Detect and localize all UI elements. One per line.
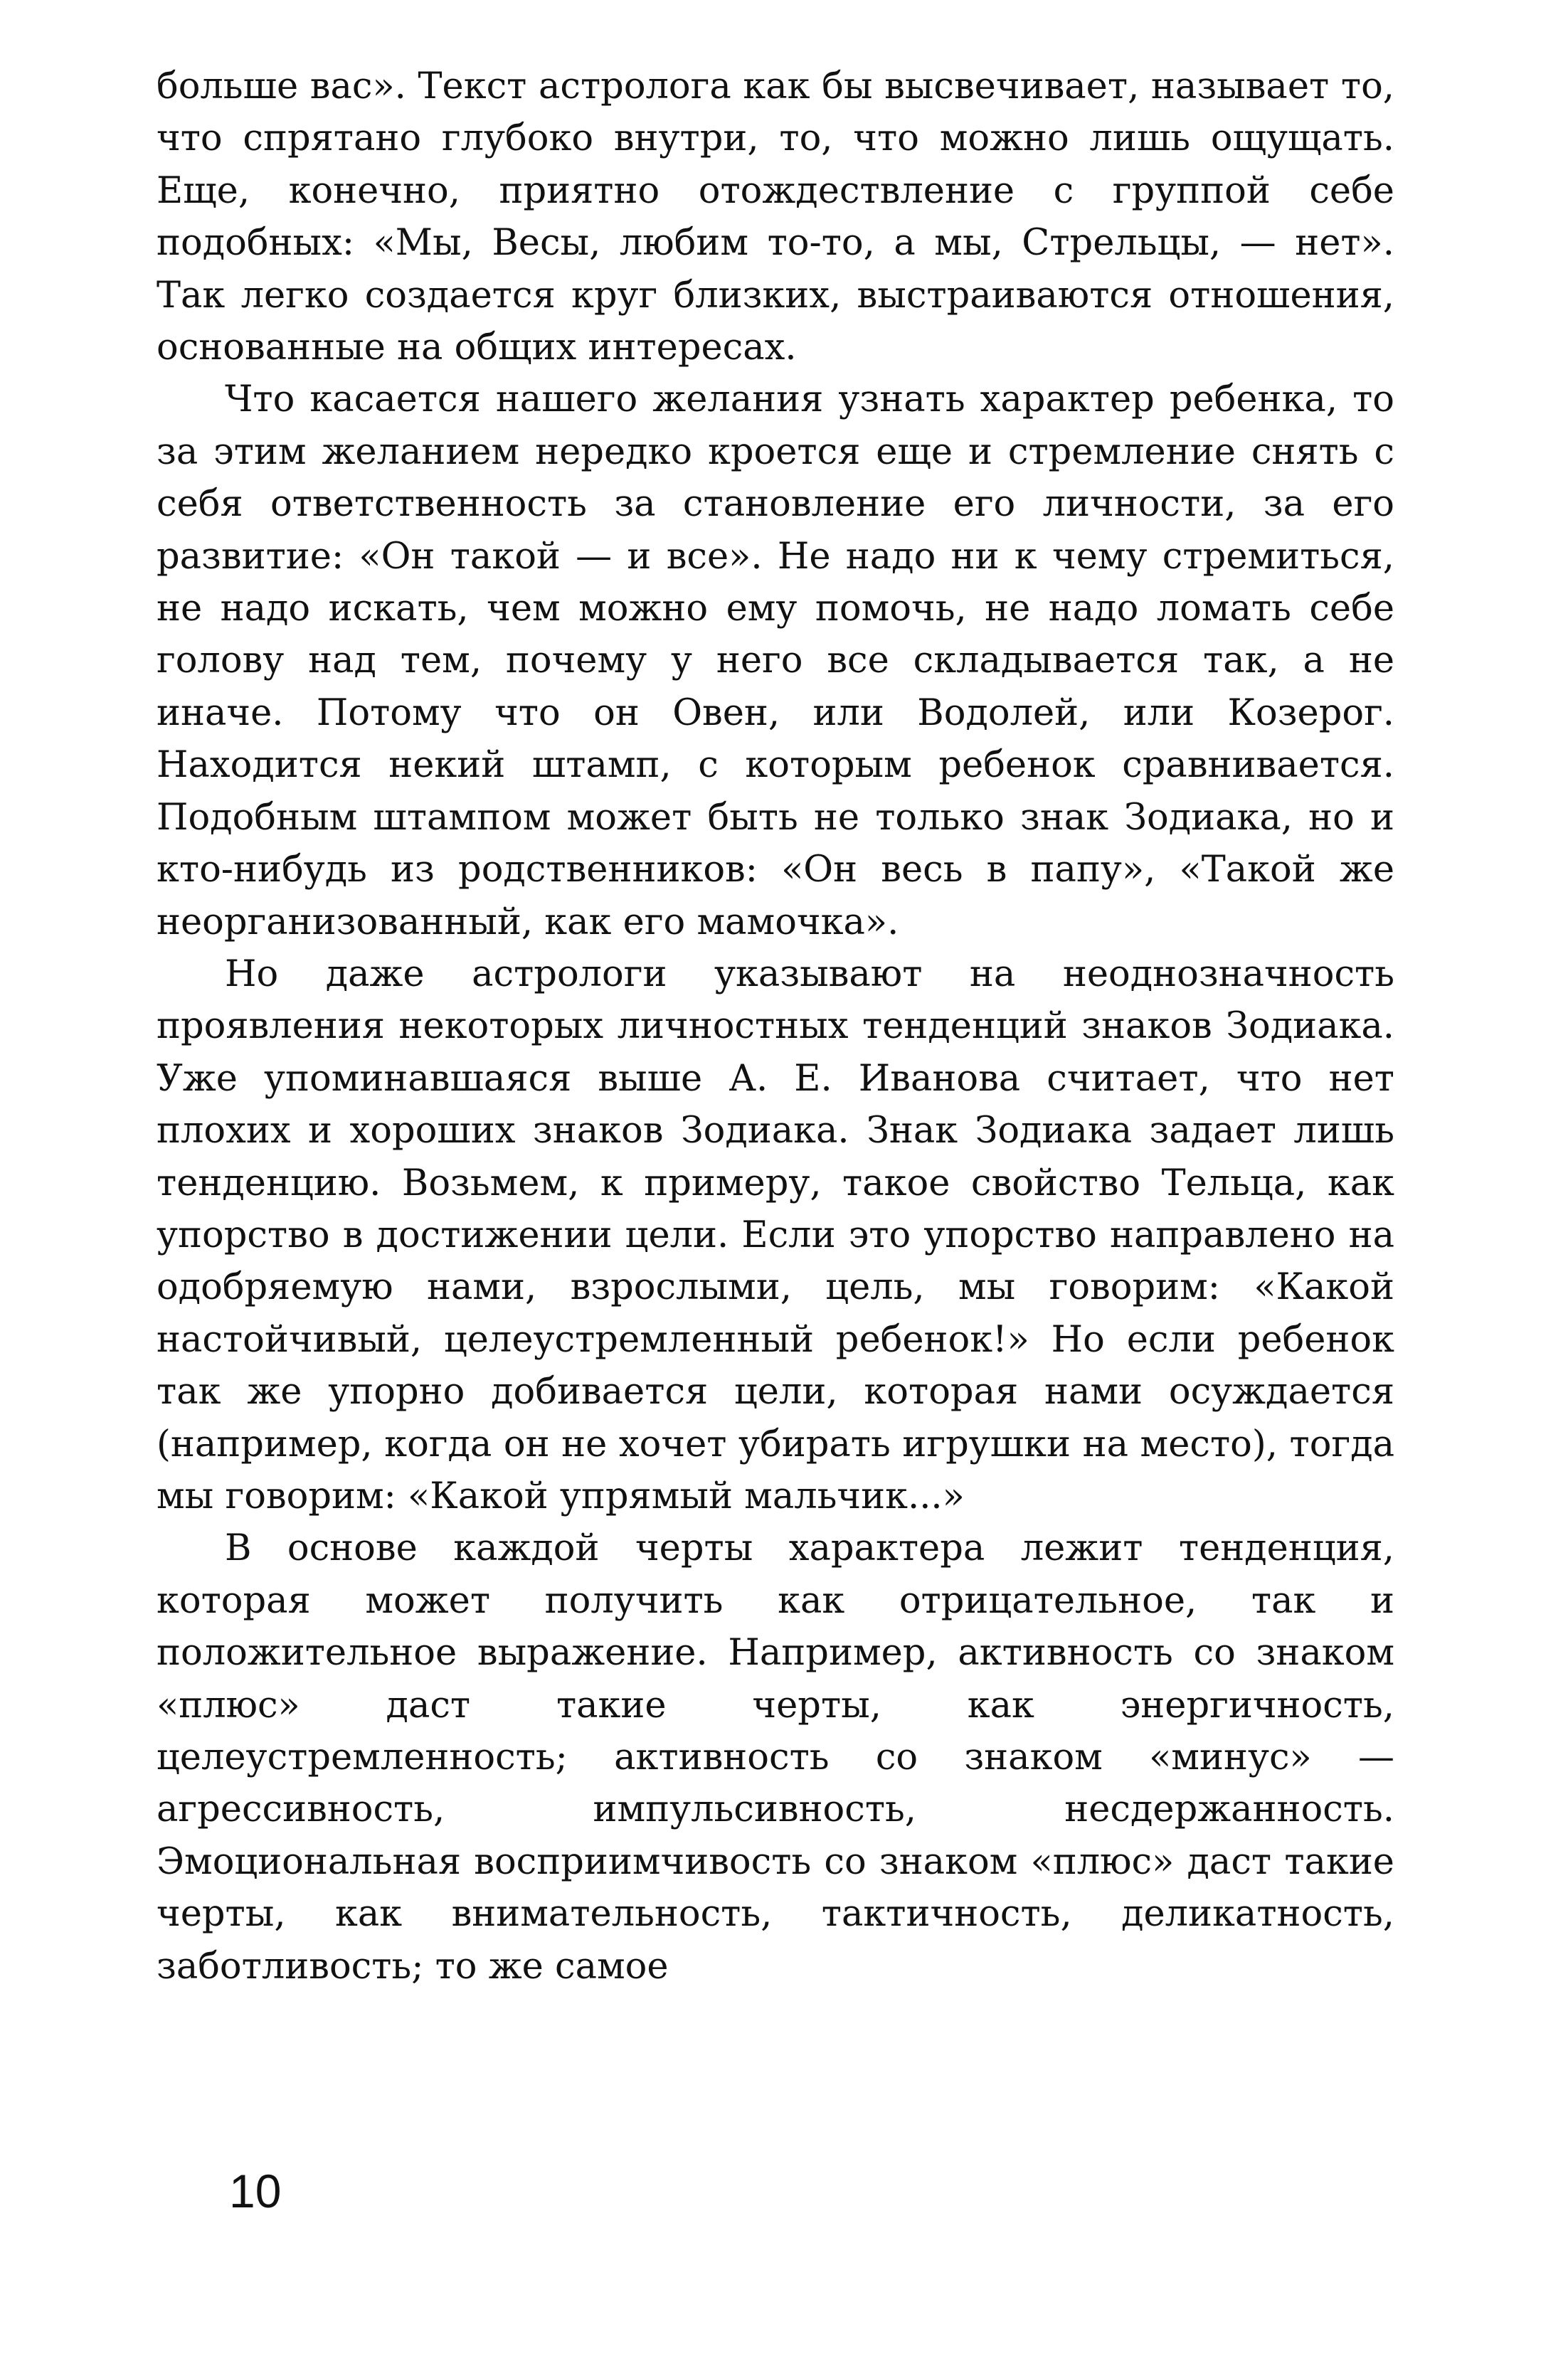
paragraph-2: Что касается нашего желания узнать характер ребенка, то за этим желанием нередко кроется еще и стремление снять с себя ответственность за становление его личности, за его развитие: «Он такой — и все». Не надо ни к чему стремиться, не надо искать, чем можно ему помочь, не надо ломать себе голову над тем, почему у него все складывается так, а не иначе. Потому что он Овен, или Водолей, или Козерог. Находится некий штамп, с которым ребенок сравнивается. Подобным штампом может быть не только знак Зодиака, но и кто-нибудь из родственников: «Он весь в папу», «Такой же неорганизованный, как его мамочка». bbox=[157, 378, 1394, 943]
body-text bbox=[157, 60, 1394, 1993]
page-number: 10 bbox=[229, 2165, 282, 2217]
paragraph-1: больше вас». Текст астролога как бы высвечивает, называет то, что спрятано глубоко внутри, то, что можно лишь ощущать. Еще, конечно, приятно отождествление с группой себе подобных: «Мы, Весы, любим то-то, а мы, Стрельцы, — нет». Так легко создается круг близких, выстраиваются отношения, основанные на общих интересах. bbox=[157, 65, 1394, 369]
paragraph-4: В основе каждой черты характера лежит тенденция, которая может получить как отрицательное, так и положительное выражение. Например, активность со знаком «плюс» даст такие черты, как энергичность, целеустремленность; активность со знаком «минус» — агрессивность, импульсивность, несдержанность. Эмоциональная восприимчивость со знаком «плюс» даст такие черты, как внимательность, тактичность, деликатность, заботливость; то же самое bbox=[157, 1527, 1394, 1988]
paragraph-3: Но даже астрологи указывают на неоднозначность проявления некоторых личностных тенденций знаков Зодиака. Уже упоминавшаяся выше А. Е. Иванова считает, что нет плохих и хороших знаков Зодиака. Знак Зодиака задает лишь тенденцию. Возьмем, к примеру, такое свойство Тельца, как упорство в достижении цели. Если это упорство направлено на одобряемую нами, взрослыми, цель, мы говорим: «Какой настойчивый, целеустремленный ребенок!» Но если ребенок так же упорно добивается цели, которая нами осуждается (например, когда он не хочет убирать игрушки на место), тогда мы говорим: «Какой упрямый мальчик...» bbox=[157, 953, 1394, 1517]
